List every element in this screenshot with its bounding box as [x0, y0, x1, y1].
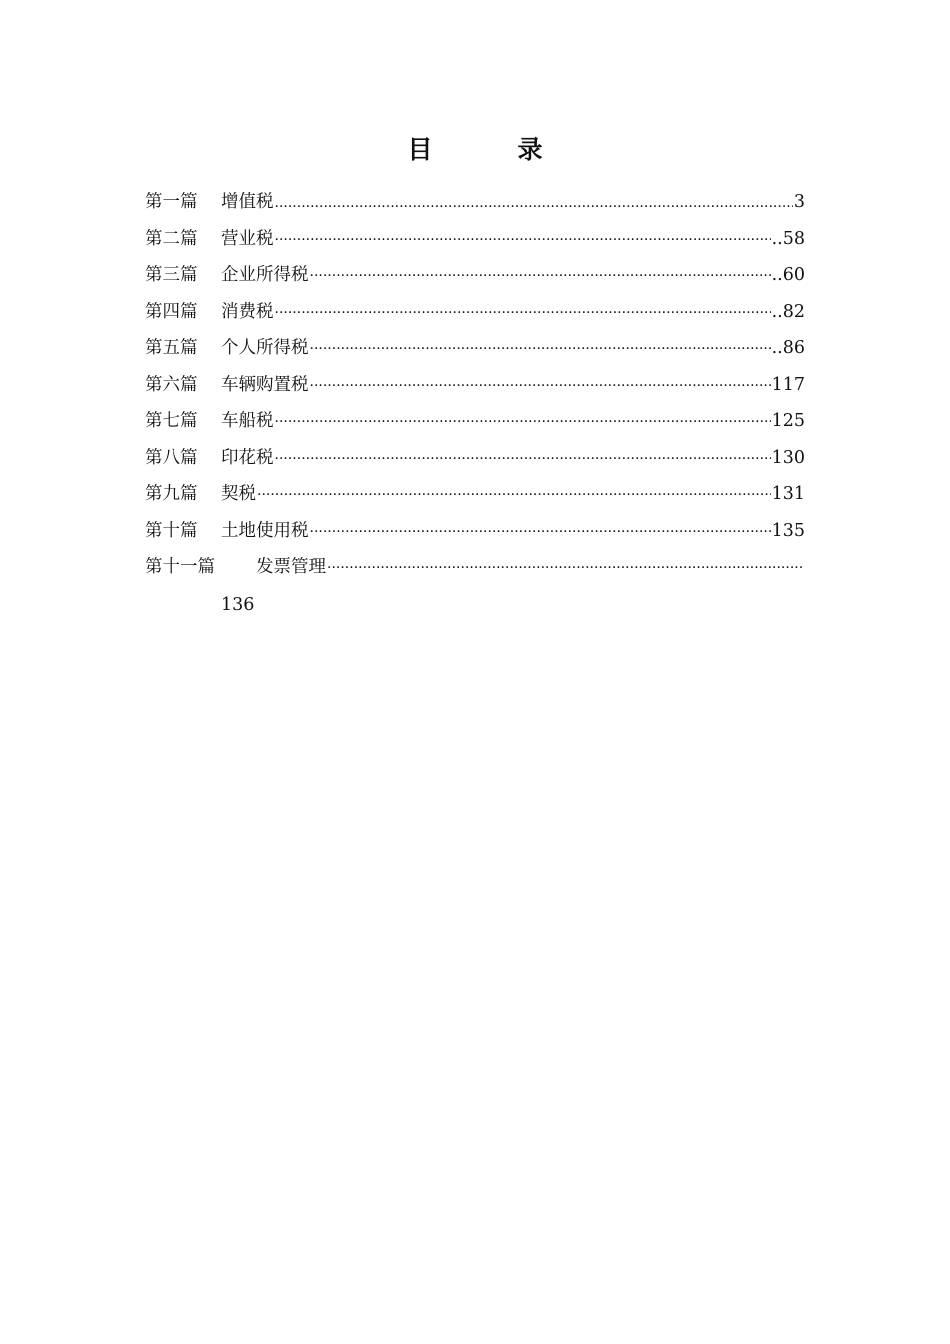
- toc-entry[interactable]: [145, 367, 805, 404]
- toc-title: 目 录: [407, 135, 573, 164]
- dot-leader: [275, 295, 771, 332]
- toc-page-number: 117: [771, 374, 805, 395]
- toc-page-number: ..60: [771, 265, 805, 285]
- toc-page-number: 135: [771, 520, 805, 541]
- dot-leader: [310, 258, 771, 295]
- toc-page-number: 136: [221, 595, 255, 615]
- toc-chapter: 第六篇: [145, 374, 198, 395]
- toc-entry[interactable]: [145, 549, 805, 586]
- toc-entry[interactable]: [145, 403, 805, 440]
- toc-page-number: ..58: [771, 228, 805, 249]
- toc-page-number: ..82: [771, 301, 805, 322]
- toc-title-text: 消费税: [221, 301, 274, 322]
- toc-page-number: ..86: [771, 338, 805, 358]
- toc-page-number: 130: [771, 447, 805, 468]
- dot-leader: [275, 441, 771, 478]
- toc-title-text: 车辆购置税: [221, 374, 309, 395]
- toc-chapter: 第九篇: [145, 484, 198, 504]
- toc-chapter: 第五篇: [145, 338, 198, 358]
- toc-title-text: 增值税: [221, 192, 274, 212]
- toc-entry[interactable]: [145, 476, 805, 513]
- toc-title-text: 企业所得税: [221, 265, 309, 285]
- toc-chapter: 第十篇: [145, 520, 198, 541]
- toc-page-number: 125: [771, 411, 805, 431]
- toc-entry[interactable]: [145, 440, 805, 477]
- toc-chapter: 第七篇: [145, 411, 198, 431]
- toc-chapter: 第四篇: [145, 301, 198, 322]
- toc-entry[interactable]: [145, 513, 805, 550]
- toc-entry[interactable]: [145, 330, 805, 367]
- toc-entry[interactable]: [145, 257, 805, 294]
- dot-leader: [310, 514, 771, 551]
- toc-title-text: 营业税: [221, 228, 274, 249]
- toc-chapter: 第一篇: [145, 192, 198, 212]
- toc-page-number: 131: [771, 484, 805, 504]
- toc-page-number: 3: [793, 192, 805, 212]
- toc-title-text: 车船税: [221, 411, 274, 431]
- toc-chapter: 第八篇: [145, 447, 198, 468]
- toc-title-text: 土地使用税: [221, 520, 309, 541]
- dot-leader: [275, 404, 771, 441]
- toc-chapter: 第二篇: [145, 228, 198, 249]
- toc-title-text: 印花税: [221, 447, 274, 468]
- table-of-contents: [145, 184, 805, 586]
- toc-entry[interactable]: [145, 221, 805, 258]
- toc-title-text: 契税: [221, 484, 256, 504]
- dot-leader: [275, 185, 793, 222]
- toc-entry[interactable]: [145, 184, 805, 221]
- toc-title-text: 发票管理: [256, 557, 326, 577]
- toc-chapter: 第三篇: [145, 265, 198, 285]
- dot-leader: [310, 368, 771, 405]
- toc-entry[interactable]: [145, 294, 805, 331]
- dot-leader: [310, 331, 771, 368]
- dot-leader: [275, 222, 771, 259]
- dot-leader: [257, 477, 771, 514]
- toc-title-text: 个人所得税: [221, 338, 309, 358]
- dot-leader: [327, 550, 804, 587]
- toc-chapter: 第十一篇: [145, 557, 215, 577]
